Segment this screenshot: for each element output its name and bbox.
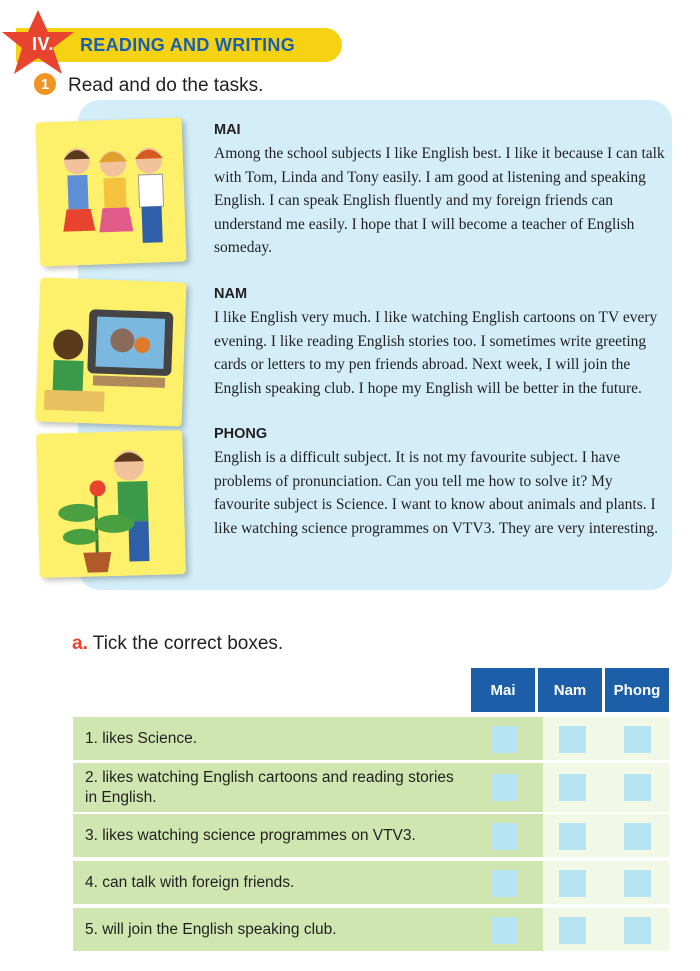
- tick-box-phong[interactable]: [624, 823, 651, 850]
- row-label: 3. likes watching science programmes on VTV3.: [85, 827, 416, 844]
- reader-text: I like English very much. I like watching English cartoons on TV every evening. I like reading English stories too. I sometimes write greeting cards or letters to my pen friends abroad. Next week, I will join the English speaking club. I hope my English will be better in the future.: [214, 309, 658, 397]
- table-row: [73, 762, 669, 812]
- reader-nam: [214, 286, 666, 400]
- reader-phong: [214, 426, 666, 540]
- column-header-phong: Phong: [605, 668, 669, 712]
- row-label: 1. likes Science.: [85, 730, 197, 747]
- kids-talking-illustration: [36, 117, 187, 266]
- tick-box-mai[interactable]: [491, 917, 518, 944]
- table-row: [73, 813, 669, 857]
- part-instruction-text: Tick the correct boxes.: [92, 633, 284, 654]
- tick-box-phong[interactable]: [624, 726, 651, 753]
- boy-watching-tv-illustration: [36, 277, 187, 426]
- tick-box-mai[interactable]: [491, 870, 518, 897]
- reader-text: Among the school subjects I like English best. I like it because I can talk with Tom, Linda and Tony easily. I am good at listening and speaking English. I can speak English fluently and my foreign friends can understand me easily. I hope that I will become a teacher of English someday.: [214, 145, 665, 257]
- reader-mai: [214, 122, 666, 260]
- tick-box-mai[interactable]: [491, 823, 518, 850]
- tick-box-nam[interactable]: [559, 823, 586, 850]
- task-number-badge: 1: [34, 73, 56, 95]
- tick-box-nam[interactable]: [559, 870, 586, 897]
- table-row: [73, 907, 669, 951]
- column-header-nam: Nam: [538, 668, 602, 712]
- boy-looking-at-plant-illustration: [36, 430, 186, 578]
- column-header-mai: Mai: [471, 668, 535, 712]
- tick-box-mai[interactable]: [491, 726, 518, 753]
- section-number: IV.: [32, 34, 54, 54]
- part-letter: a.: [72, 633, 88, 654]
- row-label: 4. can talk with foreign friends.: [85, 874, 295, 891]
- table-row: [73, 716, 669, 760]
- tick-box-phong[interactable]: [624, 870, 651, 897]
- row-label: 2. likes watching English cartoons and reading stories in English.: [85, 769, 454, 806]
- reader-name: PHONG: [214, 426, 268, 442]
- tick-box-nam[interactable]: [559, 774, 586, 801]
- row-label: 5. will join the English speaking club.: [85, 921, 337, 938]
- table-row: [73, 860, 669, 904]
- reader-name: NAM: [214, 286, 248, 302]
- section-title: READING AND WRITING: [80, 35, 296, 55]
- tick-box-phong[interactable]: [624, 774, 651, 801]
- tick-box-nam[interactable]: [559, 917, 586, 944]
- tick-box-phong[interactable]: [624, 917, 651, 944]
- reader-name: MAI: [214, 122, 241, 138]
- task-instruction: Read and do the tasks.: [68, 75, 264, 96]
- part-a-instruction: [72, 633, 283, 655]
- tick-box-mai[interactable]: [491, 774, 518, 801]
- reader-text: English is a difficult subject. It is not my favourite subject. I have problems of pronunciation. Can you tell me how to solve it? My favourite subject is Science. I want to know about animals and plants. I like watching science programmes on VTV3. They are very interesting.: [214, 449, 659, 537]
- tick-box-nam[interactable]: [559, 726, 586, 753]
